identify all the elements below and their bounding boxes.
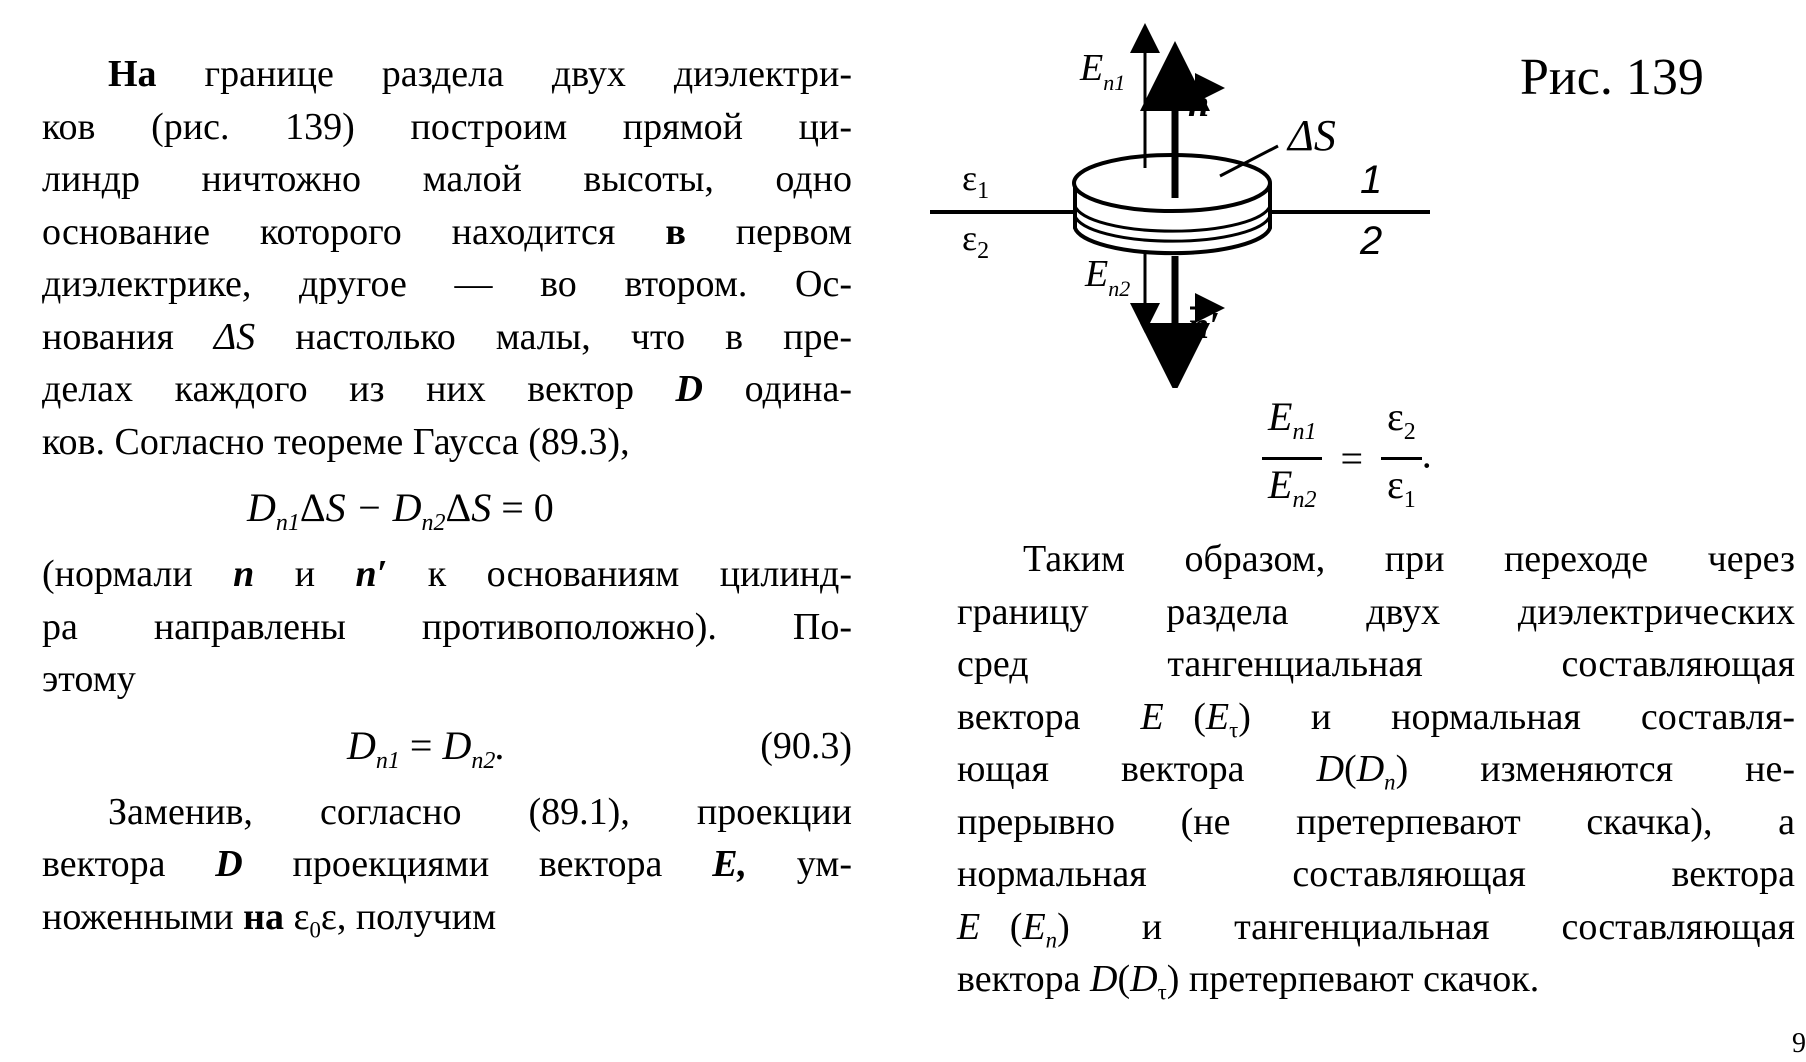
fraction-e: $\frac{E_{n1}}{E_{n2}}$ [1262, 392, 1322, 525]
text-line: (нормали n и n′ к основаниям цилинд- [42, 553, 853, 595]
right-column [957, 533, 1795, 1006]
page-mark: 9 [1792, 1028, 1806, 1059]
text-line: нования ΔS настолько малы, что в пре- [42, 315, 852, 358]
text-line: прерывно (не претерпевают скачка), а [957, 800, 1795, 843]
label-en1: $E_{n1}$ [1080, 47, 1126, 95]
text-line: На границе раздела двух диэлектри- [108, 53, 852, 95]
figure-139 [920, 18, 1480, 388]
figure-caption: Рис. 139 [1520, 49, 1704, 106]
text-line: вектора D проекциями вектора E, ум- [42, 843, 853, 885]
label-medium1: 1 [1360, 158, 1383, 202]
label-n: n [1188, 83, 1210, 125]
text-line: нормальная составляющая вектора [957, 853, 1795, 895]
label-n-prime: n′ [1188, 305, 1220, 347]
text-line: ков (рис. 139) построим прямой ци- [42, 105, 852, 148]
text-line: границу раздела двух диэлектрических [957, 590, 1795, 633]
text-line: вектора $E⃗(E_\tau)$ и нормальная составля- [957, 695, 1795, 743]
text-line: вектора $D(D_\tau)$ претерпевают скачок. [957, 958, 1540, 1005]
fraction-eps: $\frac{\varepsilon_2}{\varepsilon_1}$ [1381, 392, 1422, 525]
text-line: $E⃗(E_n)$ и тангенциальная составляющая [957, 905, 1795, 953]
label-medium2: 2 [1360, 219, 1383, 263]
text-line: основание которого находится в первом [42, 210, 853, 253]
equation-90-3: $D_{n1} = D_{n2}$. (90.3) [42, 706, 852, 786]
label-eps2: $\varepsilon_2$ [962, 218, 990, 264]
equation-number: (90.3) [760, 724, 852, 767]
text-line: ющая вектора $D(D_n)$ изменяются не- [957, 748, 1795, 795]
label-en2: $E_{n2}$ [1085, 253, 1131, 301]
text-line: линдр ничтожно малой высоты, одно [42, 158, 852, 200]
text-line: диэлектрике, другое — во втором. Ос- [42, 263, 852, 305]
text-line: Таким образом, при переходе через [1023, 538, 1795, 580]
text-line: ра направлены противоположно). По- [42, 605, 852, 648]
text-line: сред тангенциальная составляющая [957, 643, 1795, 685]
text-line: ноженными на $\varepsilon_0\varepsilon$, получим [42, 895, 497, 943]
text-line: этому [42, 658, 136, 700]
left-column [42, 48, 852, 943]
equation-gauss: $D_{n1}\Delta S - D_{n2}\Delta S = 0$ [247, 485, 554, 536]
label-eps1: $\varepsilon_1$ [962, 158, 990, 204]
text-line: ков. Согласно теореме Гаусса (89.3), [42, 420, 630, 463]
text-line: Заменив, согласно (89.1), проекции [108, 790, 852, 833]
ratio-equation: $\frac{E_{n1}}{E_{n2}}$ = $\frac{\varepsilon_2}{\varepsilon_1}$ . [1262, 392, 1432, 525]
label-dS: ΔS [1288, 111, 1336, 160]
text-line: делах каждого из них вектор D одина- [42, 368, 853, 410]
